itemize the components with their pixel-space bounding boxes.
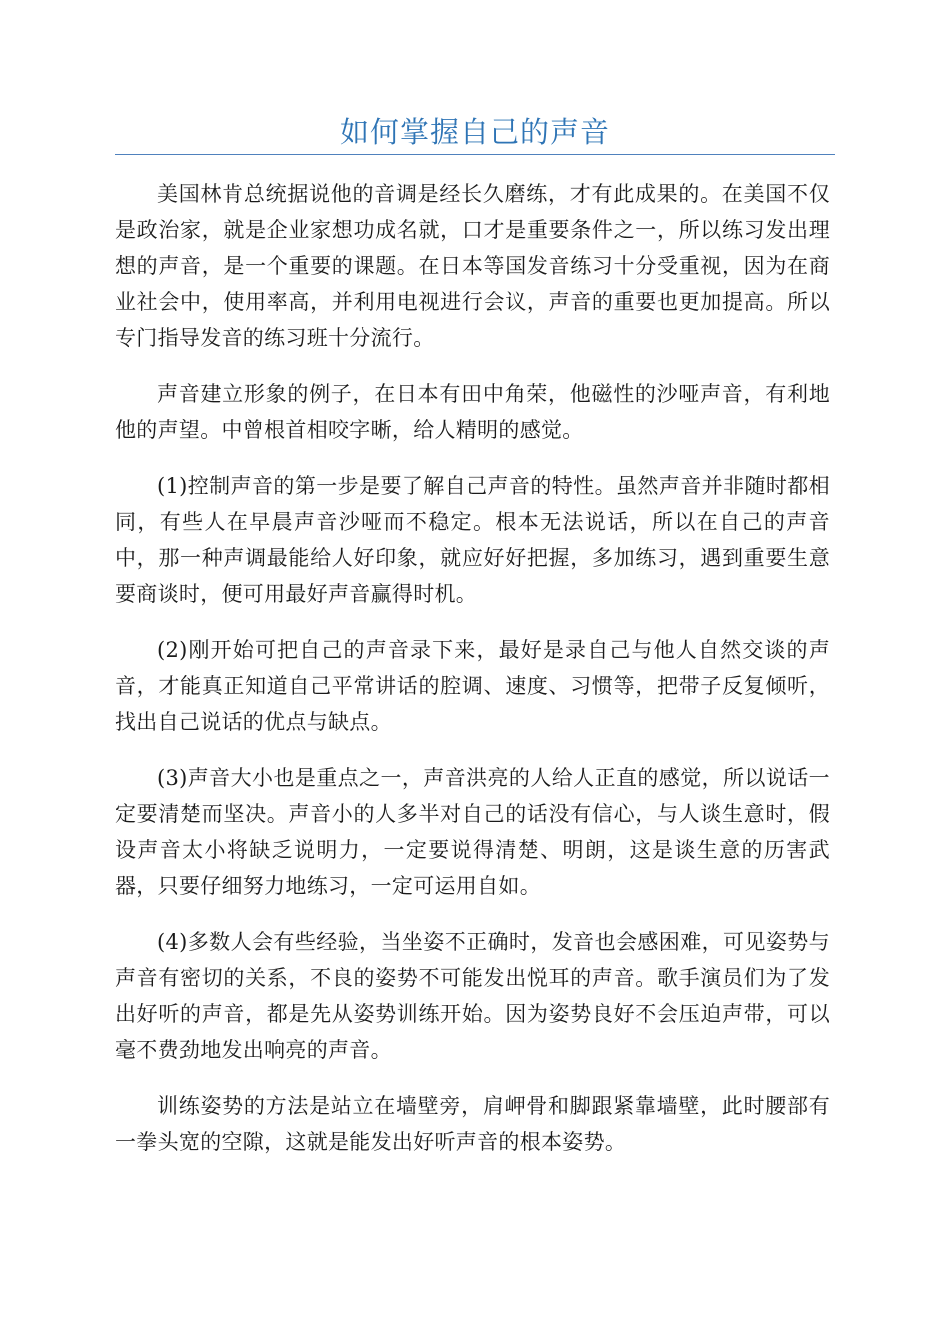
paragraph-step-4: (4)多数人会有些经验，当坐姿不正确时，发音也会感困难，可见姿势与声音有密切的关系，不良的姿势不可能发出悦耳的声音。歌手演员们为了发出好听的声音，都是先从姿势训练开始。因为姿势良好不会压迫声带，可以毫不费劲地发出响亮的声音。: [115, 930, 830, 1062]
paragraph-intro: 美国林肯总统据说他的音调是经长久磨练，才有此成果的。在美国不仅是政治家，就是企业家想功成名就，口才是重要条件之一，所以练习发出理想的声音，是一个重要的课题。在日本等国发音练习十分受重视，因为在商业社会中，使用率高，并利用电视进行会议，声音的重要也更加提高。所以专门指导发音的练习班十分流行。: [115, 182, 830, 350]
page-title: 如何掌握自己的声音: [339, 115, 610, 149]
document-body: [115, 176, 830, 1180]
title-underline: [115, 154, 835, 155]
paragraph-image-example: 声音建立形象的例子，在日本有田中角荣，他磁性的沙哑声音，有利地他的声望。中曾根首相咬字晰，给人精明的感觉。: [115, 382, 830, 442]
paragraph-posture-training: 训练姿势的方法是站立在墙壁旁，肩岬骨和脚跟紧靠墙壁，此时腰部有一拳头宽的空隙，这就是能发出好听声音的根本姿势。: [115, 1094, 830, 1154]
paragraph-step-3: (3)声音大小也是重点之一，声音洪亮的人给人正直的感觉，所以说话一定要清楚而坚决。声音小的人多半对自己的话没有信心，与人谈生意时，假设声音太小将缺乏说明力，一定要说得清楚、明朗，这是谈生意的历害武器，只要仔细努力地练习，一定可运用自如。: [115, 766, 830, 898]
paragraph-step-2: (2)刚开始可把自己的声音录下来，最好是录自己与他人自然交谈的声音，才能真正知道自己平常讲话的腔调、速度、习惯等，把带子反复倾听，找出自己说话的优点与缺点。: [115, 638, 830, 734]
paragraph-step-1: (1)控制声音的第一步是要了解自己声音的特性。虽然声音并非随时都相同，有些人在早晨声音沙哑而不稳定。根本无法说话，所以在自己的声音中，那一种声调最能给人好印象，就应好好把握，多加练习，遇到重要生意要商谈时，便可用最好声音赢得时机。: [115, 474, 830, 606]
